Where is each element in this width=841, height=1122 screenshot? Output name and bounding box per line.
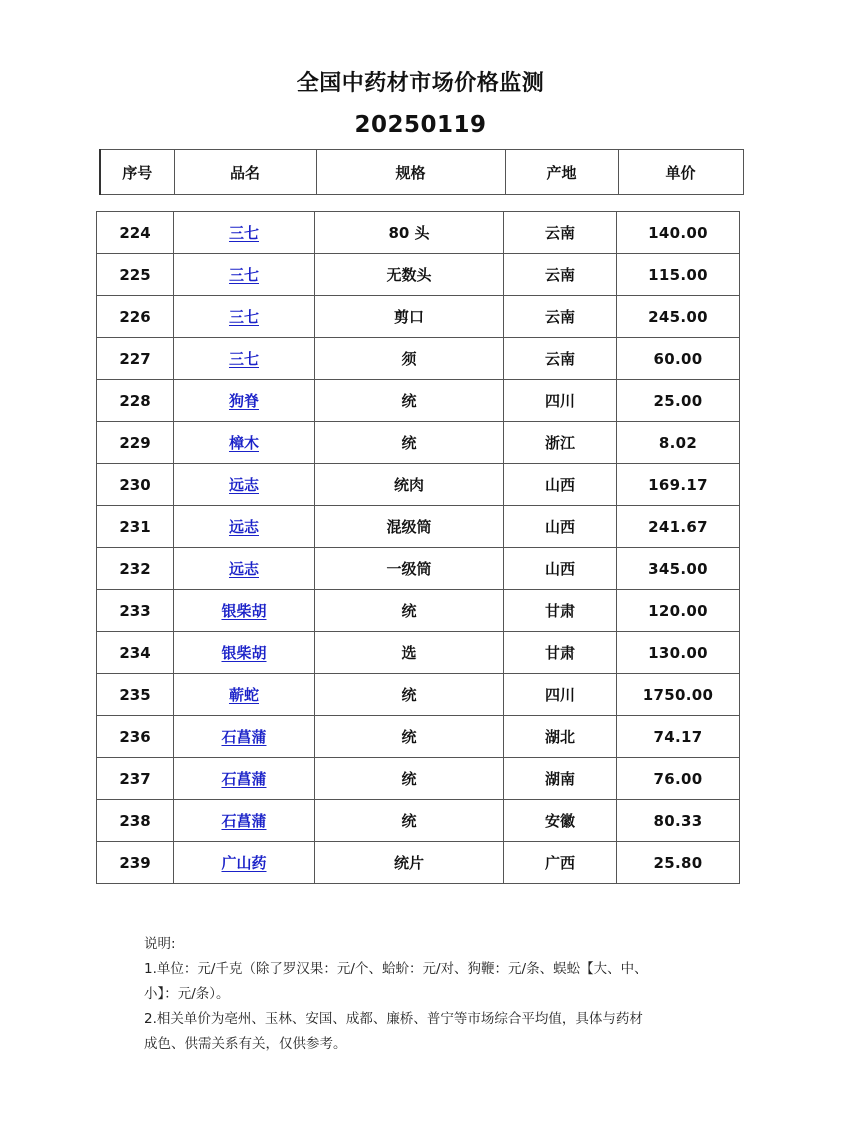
table-row <box>97 338 740 380</box>
cell-price: 115.00 <box>617 254 740 296</box>
column-header-spec: 规格 <box>316 150 505 195</box>
cell-origin: 浙江 <box>504 422 617 464</box>
cell-number: 229 <box>97 422 174 464</box>
page-title: 全国中药材市场价格监测 <box>296 71 545 96</box>
cell-number: 239 <box>97 842 174 884</box>
column-header-name: 品名 <box>174 150 316 195</box>
column-header-number: 序号 <box>100 150 174 195</box>
table-row <box>97 296 740 338</box>
table-row <box>97 758 740 800</box>
cell-spec: 剪口 <box>315 296 504 338</box>
cell-price: 25.80 <box>617 842 740 884</box>
cell-spec: 统 <box>315 716 504 758</box>
column-header-origin: 产地 <box>505 150 618 195</box>
cell-spec: 须 <box>315 338 504 380</box>
cell-origin: 甘肃 <box>504 632 617 674</box>
herb-name-link[interactable]: 石菖蒲 <box>221 770 267 788</box>
cell-origin: 山西 <box>504 506 617 548</box>
cell-spec: 统 <box>315 800 504 842</box>
cell-origin: 四川 <box>504 674 617 716</box>
cell-number: 226 <box>97 296 174 338</box>
herb-name-link[interactable]: 石菖蒲 <box>221 812 267 830</box>
cell-spec: 80 头 <box>315 212 504 254</box>
notes-line: 小】：元/条）。 <box>144 986 230 1002</box>
cell-origin: 山西 <box>504 464 617 506</box>
table-row <box>97 716 740 758</box>
herb-name-link[interactable]: 银柴胡 <box>221 602 267 620</box>
table-row <box>97 422 740 464</box>
cell-origin: 云南 <box>504 254 617 296</box>
cell-spec: 统 <box>315 590 504 632</box>
header-row <box>100 150 743 195</box>
cell-spec: 统 <box>315 380 504 422</box>
herb-name-link[interactable]: 远志 <box>228 476 259 494</box>
cell-spec: 选 <box>315 632 504 674</box>
herb-name-link[interactable]: 远志 <box>228 560 259 578</box>
cell-price: 60.00 <box>617 338 740 380</box>
table-row <box>97 212 740 254</box>
table-row <box>97 254 740 296</box>
notes-line: 2.相关单价为亳州、玉林、安国、成都、廉桥、普宁等市场综合平均值，具体与药材 <box>144 1011 643 1027</box>
cell-price: 140.00 <box>617 212 740 254</box>
cell-origin: 云南 <box>504 212 617 254</box>
column-header-price: 单价 <box>618 150 743 195</box>
herb-name-link[interactable]: 银柴胡 <box>221 644 267 662</box>
cell-price: 74.17 <box>617 716 740 758</box>
cell-name <box>174 338 315 380</box>
cell-origin: 湖北 <box>504 716 617 758</box>
cell-name <box>174 548 315 590</box>
cell-name <box>174 506 315 548</box>
herb-name-link[interactable]: 三七 <box>228 266 259 284</box>
table-row <box>97 632 740 674</box>
cell-number: 227 <box>97 338 174 380</box>
cell-price: 169.17 <box>617 464 740 506</box>
cell-spec: 统肉 <box>315 464 504 506</box>
herb-name-link[interactable]: 广山药 <box>221 854 267 872</box>
cell-name <box>174 380 315 422</box>
table-row <box>97 506 740 548</box>
cell-name <box>174 632 315 674</box>
cell-spec: 统 <box>315 674 504 716</box>
cell-name <box>174 254 315 296</box>
cell-origin: 甘肃 <box>504 590 617 632</box>
cell-name <box>174 800 315 842</box>
notes-section <box>144 932 704 1057</box>
cell-name <box>174 422 315 464</box>
cell-price: 241.67 <box>617 506 740 548</box>
cell-number: 225 <box>97 254 174 296</box>
cell-origin: 四川 <box>504 380 617 422</box>
cell-number: 224 <box>97 212 174 254</box>
cell-number: 232 <box>97 548 174 590</box>
herb-name-link[interactable]: 樟木 <box>228 434 259 452</box>
cell-origin: 山西 <box>504 548 617 590</box>
cell-name <box>174 674 315 716</box>
cell-number: 238 <box>97 800 174 842</box>
cell-price: 345.00 <box>617 548 740 590</box>
cell-name <box>174 758 315 800</box>
herb-name-link[interactable]: 石菖蒲 <box>221 728 267 746</box>
cell-spec: 混级筒 <box>315 506 504 548</box>
cell-spec: 统片 <box>315 842 504 884</box>
cell-spec: 统 <box>315 758 504 800</box>
cell-origin: 云南 <box>504 296 617 338</box>
herb-name-link[interactable]: 蕲蛇 <box>228 686 259 704</box>
cell-name <box>174 842 315 884</box>
cell-spec: 一级筒 <box>315 548 504 590</box>
cell-number: 235 <box>97 674 174 716</box>
table-row <box>97 548 740 590</box>
cell-price: 25.00 <box>617 380 740 422</box>
cell-name <box>174 716 315 758</box>
table-row <box>97 842 740 884</box>
cell-origin: 广西 <box>504 842 617 884</box>
cell-price: 130.00 <box>617 632 740 674</box>
table-row <box>97 590 740 632</box>
cell-number: 233 <box>97 590 174 632</box>
table-row <box>97 674 740 716</box>
cell-price: 120.00 <box>617 590 740 632</box>
cell-name <box>174 590 315 632</box>
report-date: 20250119 <box>354 112 487 138</box>
cell-price: 76.00 <box>617 758 740 800</box>
cell-price: 1750.00 <box>617 674 740 716</box>
cell-number: 234 <box>97 632 174 674</box>
cell-number: 236 <box>97 716 174 758</box>
cell-number: 237 <box>97 758 174 800</box>
cell-name <box>174 296 315 338</box>
table-row <box>97 800 740 842</box>
table-row <box>97 380 740 422</box>
cell-name <box>174 212 315 254</box>
cell-price: 8.02 <box>617 422 740 464</box>
cell-price: 80.33 <box>617 800 740 842</box>
herb-name-link[interactable]: 三七 <box>228 308 259 326</box>
cell-spec: 统 <box>315 422 504 464</box>
cell-price: 245.00 <box>617 296 740 338</box>
cell-origin: 云南 <box>504 338 617 380</box>
herb-name-link[interactable]: 三七 <box>228 224 259 242</box>
cell-spec: 无数头 <box>315 254 504 296</box>
cell-number: 231 <box>97 506 174 548</box>
notes-heading: 说明: <box>144 936 176 952</box>
notes-line: 成色、供需关系有关，仅供参考。 <box>144 1036 347 1052</box>
herb-name-link[interactable]: 远志 <box>228 518 259 536</box>
herb-name-link[interactable]: 狗脊 <box>228 392 259 410</box>
cell-origin: 湖南 <box>504 758 617 800</box>
cell-name <box>174 464 315 506</box>
table-row <box>97 464 740 506</box>
header-table <box>99 149 744 195</box>
notes-line: 1.单位：元/千克（除了罗汉果：元/个、蛤蚧：元/对、狗鞭：元/条、蜈蚣【大、中、 <box>144 961 648 977</box>
cell-origin: 安徽 <box>504 800 617 842</box>
herb-name-link[interactable]: 三七 <box>228 350 259 368</box>
price-table <box>96 211 740 884</box>
cell-number: 230 <box>97 464 174 506</box>
cell-number: 228 <box>97 380 174 422</box>
